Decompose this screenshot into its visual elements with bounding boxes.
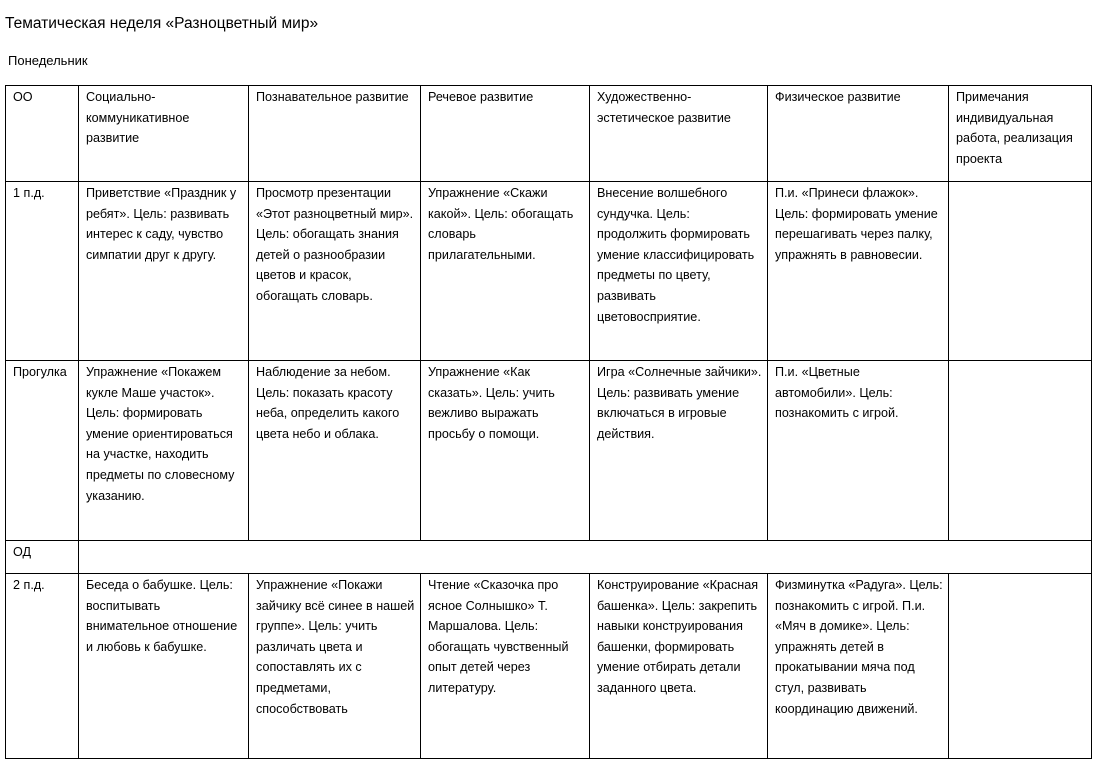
merged-cell [79, 541, 1092, 574]
table-cell: Упражнение «Скажи какой». Цель: обогащать словарь прилагательными. [421, 182, 590, 361]
table-row [6, 574, 1092, 759]
header-cell-physical: Физическое развитие [768, 86, 949, 182]
table-cell: Конструирование «Красная башенка». Цель: закрепить навыки конструирования башенки, формировать умение отбирать детали заданного цвета. [590, 574, 768, 759]
header-cell-social: Социально-коммуникативное развитие [79, 86, 249, 182]
table-cell: Чтение «Сказочка про ясное Солнышко» Т. Маршалова. Цель: обогащать чувственный опыт детей через литературу. [421, 574, 590, 759]
table-cell: Внесение волшебного сундучка. Цель: продолжить формировать умение классифицировать предметы по цвету, развивать цветовосприятие. [590, 182, 768, 361]
table-cell [949, 182, 1092, 361]
table-cell: Упражнение «Покажи зайчику всё синее в нашей группе». Цель: учить различать цвета и сопоставлять их с предметами, способствовать [249, 574, 421, 759]
day-label: Понедельник [8, 53, 88, 68]
row-label: 1 п.д. [6, 182, 79, 361]
table-cell: Просмотр презентации «Этот разноцветный мир». Цель: обогащать знания детей о разнообразии цветов и красок, обогащать словарь. [249, 182, 421, 361]
table-cell: Беседа о бабушке. Цель: воспитывать внимательное отношение и любовь к бабушке. [79, 574, 249, 759]
table-cell: Упражнение «Как сказать». Цель: учить вежливо выражать просьбу о помощи. [421, 361, 590, 541]
table-cell [949, 574, 1092, 759]
table-row [6, 182, 1092, 361]
header-cell-cognitive: Познавательное развитие [249, 86, 421, 182]
header-cell-artistic: Художественно-эстетическое развитие [590, 86, 768, 182]
row-label: ОД [6, 541, 79, 574]
plan-table [5, 85, 1092, 759]
header-cell-notes: Примечания индивидуальная работа, реализация проекта [949, 86, 1092, 182]
table-row [6, 361, 1092, 541]
table-cell: Наблюдение за небом. Цель: показать красоту неба, определить какого цвета небо и облака. [249, 361, 421, 541]
table-cell: Физминутка «Радуга». Цель: познакомить с игрой. П.и. «Мяч в домике». Цель: упражнять детей в прокатывании мяча под стул, развивать координацию движений. [768, 574, 949, 759]
table-row [6, 541, 1092, 574]
table-header-row [6, 86, 1092, 182]
header-cell-speech: Речевое развитие [421, 86, 590, 182]
table-cell: Приветствие «Праздник у ребят». Цель: развивать интерес к саду, чувство симпатии друг к другу. [79, 182, 249, 361]
document-title: Тематическая неделя «Разноцветный мир» [5, 15, 319, 32]
table-cell: П.и. «Цветные автомобили». Цель: познакомить с игрой. [768, 361, 949, 541]
table-cell: П.и. «Принеси флажок». Цель: формировать умение перешагивать через палку, упражнять в равновесии. [768, 182, 949, 361]
table-cell: Упражнение «Покажем кукле Маше участок». Цель: формировать умение ориентироваться на участке, находить предметы по словесному указанию. [79, 361, 249, 541]
table-cell [949, 361, 1092, 541]
table-cell: Игра «Солнечные зайчики». Цель: развивать умение включаться в игровые действия. [590, 361, 768, 541]
header-cell-oo: ОО [6, 86, 79, 182]
row-label: Прогулка [6, 361, 79, 541]
row-label: 2 п.д. [6, 574, 79, 759]
